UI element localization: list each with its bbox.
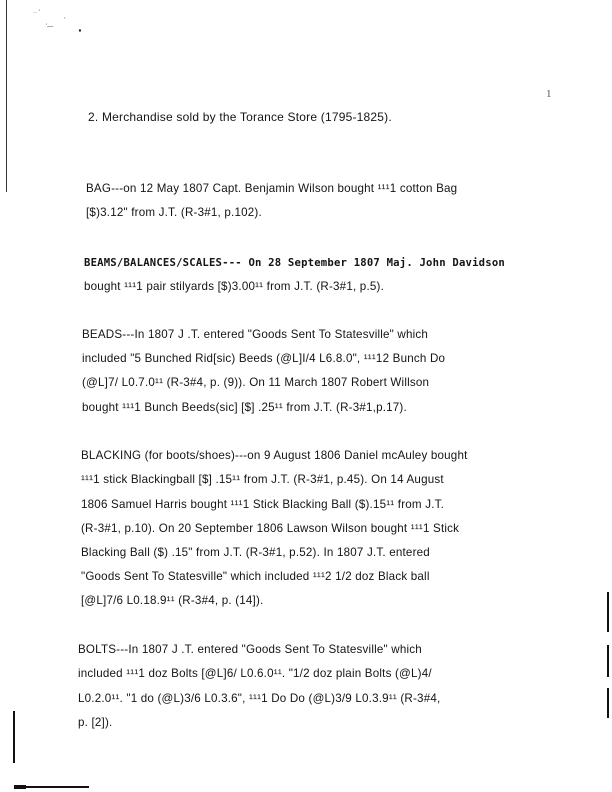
right-edge-mark-1	[607, 592, 609, 632]
page-number: 1	[546, 88, 552, 100]
left-margin-line	[6, 0, 7, 192]
entry-line: BEAMS/BALANCES/SCALES--- On 28 September 1807 Maj. John Davidson	[84, 257, 505, 269]
entry-line: "Goods Sent To Statesville" which included ¹¹¹2 1/2 doz Black ball	[81, 570, 430, 583]
right-edge-mark-2	[607, 645, 609, 677]
entry-line: bought ¹¹¹1 pair stilyards [$)3.00¹¹ from J.T. (R-3#1, p.5).	[84, 280, 385, 293]
entry-line: BAG---on 12 May 1807 Capt. Benjamin Wilson bought ¹¹¹1 cotton Bag	[86, 182, 458, 195]
entry-line: Blacking Ball ($) .15" from J.T. (R-3#1, p.52). In 1807 J.T. entered	[81, 546, 430, 559]
entry-line: [$)3.12" from J.T. (R-3#1, p.102).	[86, 206, 262, 219]
entry-line: BLACKING (for boots/shoes)---on 9 August 1806 Daniel mcAuley bought	[81, 449, 468, 462]
entry-line: included "5 Bunched Rid[sic) Beeds (@L]I/4 L6.8.0", ¹¹¹12 Bunch Do	[82, 352, 446, 365]
entry-line: BOLTS---In 1807 J .T. entered "Goods Sent To Statesville" which	[78, 643, 422, 656]
section-heading: 2. Merchandise sold by the Torance Store (1795-1825).	[88, 110, 392, 124]
entry-line: [@L]7/6 L0.18.9¹¹ (R-3#4, p. (14]).	[81, 594, 264, 607]
left-bottom-mark	[13, 711, 15, 763]
entry-line: p. [2]).	[78, 716, 113, 729]
entry-line: bought ¹¹¹1 Bunch Beeds(sic] [$] .25¹¹ from J.T. (R-3#1,p.17).	[82, 401, 407, 414]
corner-mark-2: ,	[64, 14, 66, 20]
entry-line: 1806 Samuel Harris bought ¹¹¹1 Stick Blacking Ball ($).15¹¹ from J.T.	[81, 498, 445, 511]
entry-line: included ¹¹¹1 doz Bolts [@L]6/ L0.6.0¹¹. "1/2 doz plain Bolts (@L)4/	[78, 667, 432, 680]
bottom-rule-thick	[14, 785, 26, 789]
corner-mark-1: ·· '	[33, 10, 40, 16]
entry-line: ¹¹¹1 stick Blackingball [$] .15¹¹ from J.T. (R-3#1, p.45). On 14 August	[81, 473, 444, 486]
entry-line: (R-3#1, p.10). On 20 September 1806 Lawson Wilson bought ¹¹¹1 Stick	[81, 522, 460, 535]
entry-line: L0.2.0¹¹. "1 do (@L)3/6 L0.3.6", ¹¹¹1 Do Do (@L)3/9 L0.3.9¹¹ (R-3#4,	[78, 692, 441, 705]
right-edge-mark-3	[607, 688, 609, 718]
entry-line: BEADS---In 1807 J .T. entered "Goods Sent To Statesville" which	[82, 328, 429, 341]
corner-dot: ·	[78, 22, 83, 38]
corner-mark-3: '—	[46, 24, 54, 30]
entry-line: (@L]7/ L0.7.0¹¹ (R-3#4, p. (9)). On 11 March 1807 Robert Willson	[82, 376, 430, 389]
